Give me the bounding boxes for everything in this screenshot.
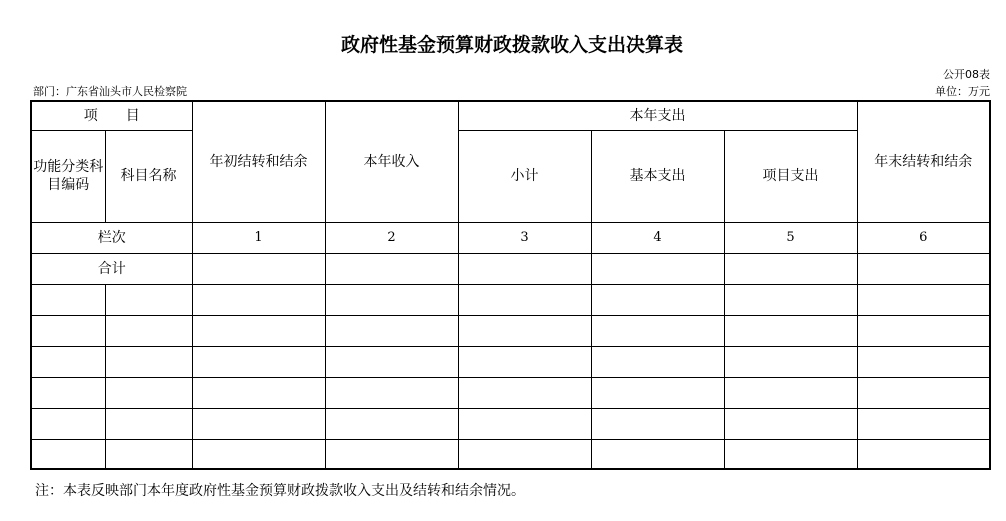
table-cell bbox=[724, 439, 857, 469]
subject-name-header: 科目名称 bbox=[105, 130, 192, 222]
table-cell bbox=[192, 377, 325, 408]
table-cell bbox=[192, 408, 325, 439]
column-number-2: 2 bbox=[325, 222, 458, 253]
table-cell bbox=[192, 315, 325, 346]
table-cell bbox=[458, 377, 591, 408]
table-cell bbox=[325, 315, 458, 346]
table-cell bbox=[105, 315, 192, 346]
column-number-4: 4 bbox=[591, 222, 724, 253]
basic-expense-header: 基本支出 bbox=[591, 130, 724, 222]
total-row bbox=[31, 253, 990, 284]
table-cell bbox=[31, 346, 105, 377]
table-cell bbox=[105, 284, 192, 315]
table-cell bbox=[325, 439, 458, 469]
table-row bbox=[31, 315, 990, 346]
table-cell bbox=[857, 377, 990, 408]
budget-table bbox=[30, 100, 991, 470]
subtotal-header: 小计 bbox=[458, 130, 591, 222]
table-cell bbox=[857, 408, 990, 439]
table-cell bbox=[724, 315, 857, 346]
department-label: 部门：广东省汕头市人民检察院 bbox=[33, 85, 187, 98]
table-cell bbox=[458, 253, 591, 284]
table-cell bbox=[857, 346, 990, 377]
table-cell bbox=[591, 253, 724, 284]
table-row bbox=[31, 346, 990, 377]
table-cell bbox=[192, 253, 325, 284]
table-cell bbox=[591, 284, 724, 315]
table-row bbox=[31, 439, 990, 469]
table-cell bbox=[857, 284, 990, 315]
table-cell bbox=[591, 439, 724, 469]
column-number-5: 5 bbox=[724, 222, 857, 253]
table-cell bbox=[724, 253, 857, 284]
table-cell bbox=[31, 284, 105, 315]
column-number-6: 6 bbox=[857, 222, 990, 253]
table-cell bbox=[591, 315, 724, 346]
table-cell bbox=[325, 253, 458, 284]
annual-expense-header: 本年支出 bbox=[458, 101, 857, 130]
table-cell bbox=[458, 408, 591, 439]
table-cell bbox=[857, 315, 990, 346]
closing-balance-header: 年末结转和结余 bbox=[857, 101, 990, 222]
column-number-3: 3 bbox=[458, 222, 591, 253]
unit-label: 单位：万元 bbox=[935, 85, 990, 98]
opening-balance-header: 年初结转和结余 bbox=[192, 101, 325, 222]
table-cell bbox=[105, 408, 192, 439]
column-number-row bbox=[31, 222, 990, 253]
header-row-2 bbox=[31, 130, 990, 222]
table-cell bbox=[458, 315, 591, 346]
table-cell bbox=[325, 377, 458, 408]
table-cell bbox=[724, 377, 857, 408]
table-cell bbox=[192, 284, 325, 315]
func-code-header: 功能分类科目编码 bbox=[31, 130, 105, 222]
table-row bbox=[31, 284, 990, 315]
table-row bbox=[31, 377, 990, 408]
table-cell bbox=[31, 377, 105, 408]
form-number: 公开08表 bbox=[943, 68, 990, 81]
table-cell bbox=[105, 439, 192, 469]
table-cell bbox=[458, 346, 591, 377]
table-cell bbox=[325, 346, 458, 377]
table-cell bbox=[105, 377, 192, 408]
table-cell bbox=[724, 346, 857, 377]
table-cell bbox=[31, 408, 105, 439]
column-number-1: 1 bbox=[192, 222, 325, 253]
table-cell bbox=[724, 408, 857, 439]
table-cell bbox=[458, 284, 591, 315]
table-cell bbox=[591, 346, 724, 377]
table-row bbox=[31, 408, 990, 439]
table-cell bbox=[325, 284, 458, 315]
item-header: 项 目 bbox=[31, 101, 192, 130]
footnote: 注：本表反映部门本年度政府性基金预算财政拨款收入支出及结转和结余情况。 bbox=[35, 483, 525, 499]
report-title: 政府性基金预算财政拨款收入支出决算表 bbox=[340, 34, 683, 56]
total-label: 合计 bbox=[31, 253, 192, 284]
header-row-1 bbox=[31, 101, 990, 130]
project-expense-header: 项目支出 bbox=[724, 130, 857, 222]
table-cell bbox=[591, 408, 724, 439]
table-cell bbox=[724, 284, 857, 315]
table-cell bbox=[192, 346, 325, 377]
annual-income-header: 本年收入 bbox=[325, 101, 458, 222]
table-cell bbox=[31, 315, 105, 346]
table-cell bbox=[31, 439, 105, 469]
table-cell bbox=[857, 253, 990, 284]
table-cell bbox=[458, 439, 591, 469]
column-number-label: 栏次 bbox=[31, 222, 192, 253]
table-cell bbox=[857, 439, 990, 469]
table-cell bbox=[325, 408, 458, 439]
table-cell bbox=[192, 439, 325, 469]
table-cell bbox=[105, 346, 192, 377]
table-cell bbox=[591, 377, 724, 408]
